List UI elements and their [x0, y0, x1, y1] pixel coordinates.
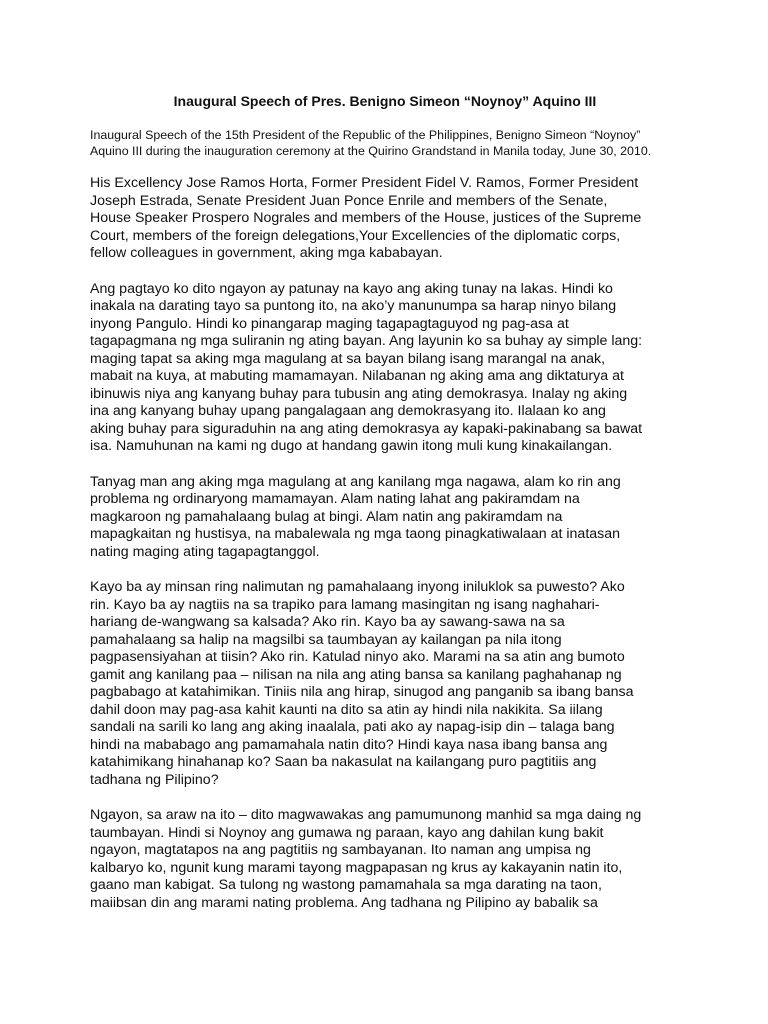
paragraph-line: problema ng ordinaryong mamamayan. Alam nating lahat ang pakiramdam na [90, 491, 580, 507]
paragraph [90, 474, 680, 562]
paragraph [90, 175, 680, 263]
paragraph-line: tagapagmana ng mga suliranin ng ating bayan. Ang layunin ko sa buhay ay simple lang: [90, 333, 643, 349]
paragraph-line: aking buhay para siguraduhin na ang ating demokrasya ay kapaki-pakinabang sa bawat [90, 420, 643, 437]
paragraph-line: tadhana ng Pilipino? [90, 771, 219, 788]
paragraph-line: hariang de-wangwang sa kalsada? Ako rin. Kayo ba ay sawang-sawa na sa [90, 614, 565, 630]
paragraph-line: mabait na kuya, at mabuting mamamayan. Nilabanan ng aking ama ang diktaturya at [90, 368, 624, 384]
paragraph-line: sandali na sarili ko lang ang aking inaalala, pati ako ay napag-isip din – talaga bang [90, 719, 615, 735]
subtitle-line: Inaugural Speech of the 15th President of the Republic of the Philippines, Benigno Simeon “Noynoy” [90, 128, 641, 142]
paragraph-line: Tanyag man ang aking mga magulang at ang kanilang mga nagawa, alam ko rin ang [90, 473, 621, 490]
document-title: Inaugural Speech of Pres. Benigno Simeon “Noynoy” Aquino III [173, 93, 597, 109]
paragraph-line: gamit ang kanilang paa – nilisan na nila ang ating bansa sa kanilang paghahanap ng [90, 666, 622, 683]
paragraph-line: nating maging ating tagapagtanggol. [90, 543, 320, 560]
paragraph-line: ina ang kanyang buhay upang pangalagaan ang demokrasyang ito. Ilalaan ko ang [90, 403, 606, 419]
subtitle-line: Aquino III during the inauguration ceremony at the Quirino Grandstand in Manila today, June 30, 2010. [90, 144, 652, 158]
paragraph-line: fellow colleagues in government, aking mga kababayan. [90, 245, 443, 261]
document-body [90, 175, 680, 912]
paragraph-line: katahimikang hinahanap ko? Saan ba nakasulat na kailangang puro pagtitiis ang [90, 754, 597, 770]
paragraph-line: inyong Pangulo. Hindi ko pinangarap maging tagapagtaguyod ng pag-asa at [90, 315, 569, 332]
paragraph-line: mapagkaitan ng hustisya, na mabalewala ng mga taong pinagkatiwalaan at inatasan [90, 526, 621, 542]
paragraph-line: inakala na darating tayo sa puntong ito, na ako’y manunumpa sa harap ninyo bilang [90, 298, 617, 314]
paragraph-line: gaano man kabigat. Sa tulong ng wastong pamamahala sa mga darating na taon, [90, 877, 602, 893]
paragraph-line: pamahalaang sa halip na magsilbi sa taumbayan ay kailangan pa nila itong [90, 631, 562, 648]
document-subtitle [90, 127, 680, 159]
paragraph-line: kalbaryo ko, ngunit kung marami tayong magpapasan ng krus ay kakayanin natin ito, [90, 859, 623, 876]
paragraph-line: pagbabago at katahimikan. Tiniis nila ang hirap, sinugod ang panganib sa ibang bansa [90, 684, 634, 700]
paragraph-line: taumbayan. Hindi si Noynoy ang gumawa ng paraan, kayo ang dahilan kung bakit [90, 824, 604, 841]
paragraph-line: maiibsan din ang marami nating problema. Ang tadhana ng Pilipino ay babalik sa [90, 894, 598, 911]
paragraph-line: Kayo ba ay minsan ring nalimutan ng pamahalaang inyong iniluklok sa puwesto? Ako [90, 579, 625, 595]
paragraph-line: His Excellency Jose Ramos Horta, Former President Fidel V. Ramos, Former President [90, 175, 639, 191]
paragraph-line: ibinuwis niya ang kanyang buhay para tubusin ang ating demokrasya. Inalay ng aking [90, 385, 628, 402]
paragraph-line: rin. Kayo ba ay nagtiis na sa trapiko para lamang masingitan ng isang naghahari- [90, 596, 600, 613]
paragraph-line: House Speaker Prospero Nograles and members of the House, justices of the Supreme [90, 210, 642, 226]
paragraph-line: hindi na mababago ang pamamahala natin dito? Hindi kaya nasa ibang bansa ang [90, 736, 608, 753]
paragraph [90, 281, 680, 456]
paragraph-line: Ngayon, sa araw na ito – dito magwawakas ang pamumunong manhid sa mga daing ng [90, 807, 642, 823]
paragraph-line: Ang pagtayo ko dito ngayon ay patunay na kayo ang aking tunay na lakas. Hindi ko [90, 280, 613, 297]
paragraph-line: Court, members of the foreign delegations,Your Excellencies of the diplomatic corps, [90, 227, 621, 244]
paragraph [90, 579, 680, 789]
paragraph-line: isa. Namuhunan na kami ng dugo at handang gawin itong muli kung kinakailangan. [90, 438, 613, 454]
paragraph-line: magkaroon ng pamahalaang bulag at bingi. Alam natin ang pakiramdam na [90, 508, 563, 525]
paragraph-line: maging tapat sa aking mga magulang at sa bayan bilang isang marangal na anak, [90, 350, 606, 367]
paragraph-line: Joseph Estrada, Senate President Juan Ponce Enrile and members of the Senate, [90, 192, 608, 209]
paragraph-line: dahil doon may pag-asa kahit kaunti na dito sa atin ay hindi nila nakikita. Sa iilang [90, 701, 603, 718]
paragraph-line: ngayon, magtatapos na ang pagtitiis ng sambayanan. Ito naman ang umpisa ng [90, 842, 591, 858]
paragraph [90, 807, 680, 912]
paragraph-line: pagpasensiyahan at tiisin? Ako rin. Katulad ninyo ako. Marami na sa atin ang bumoto [90, 649, 625, 665]
